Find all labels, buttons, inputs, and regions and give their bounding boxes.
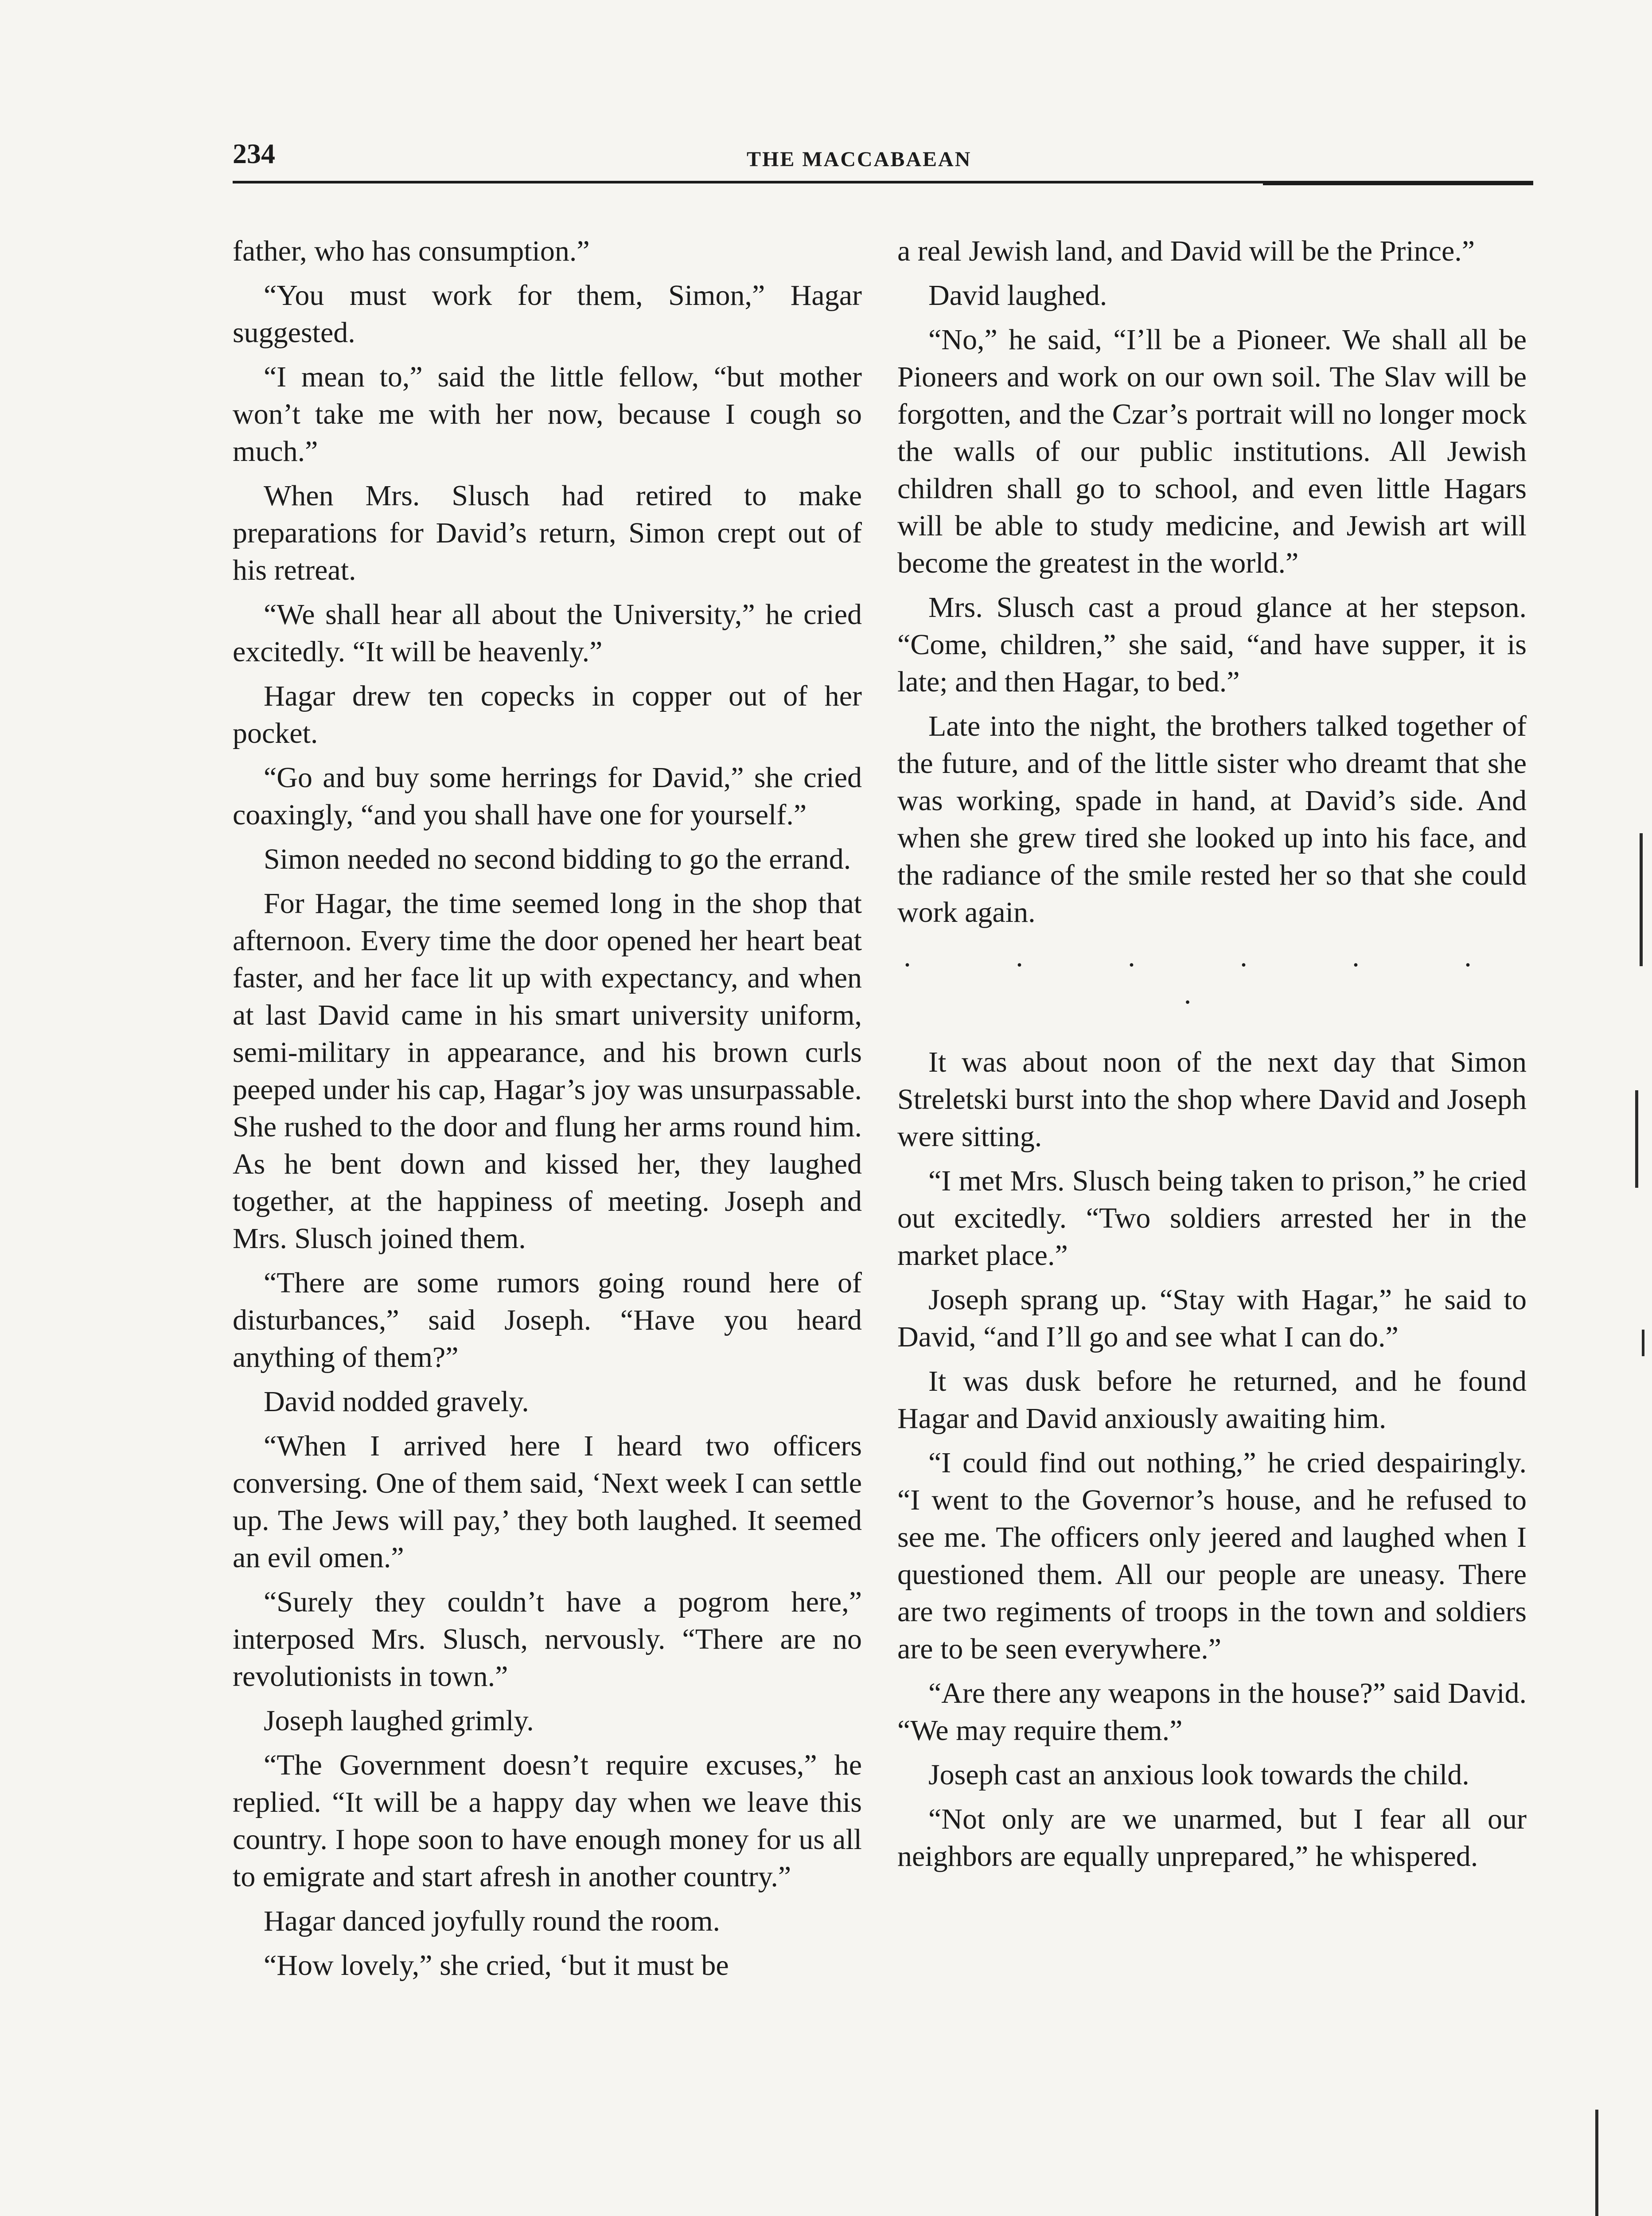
paragraph: “Surely they couldn’t have a pogrom here,” interposed Mrs. Slusch, nervously. “There are no revolutionists in town.” [233, 1586, 862, 1693]
paragraph: “The Government doesn’t require excuses,” he replied. “It will be a happy day when we leave this country. I hope soon to have enough money for us all to emigrate and start afresh in another country.” [233, 1749, 862, 1893]
paragraph: “You must work for them, Simon,” Hagar suggested. [233, 279, 862, 349]
paragraph: “I mean to,” said the little fellow, “but mother won’t take me with her now, because I cough so much.” [233, 361, 862, 468]
paragraph: “I could find out nothing,” he cried despairingly. “I went to the Governor’s house, and he refused to see me. The officers only jeered and laughed when I questioned them. All our people are uneasy. There are two regiments of troops in the town and soldiers are to be seen everywhere.” [897, 1447, 1527, 1665]
paragraph: Joseph sprang up. “Stay with Hagar,” he said to David, “and I’ll go and see what I can do.” [897, 1284, 1527, 1353]
paragraph: a real Jewish land, and David will be the Prince.” [897, 235, 1475, 267]
right-column [897, 233, 1527, 1882]
running-head: THE MACCABAEAN [747, 148, 972, 171]
margin-mark [1635, 1090, 1638, 1188]
paragraph: For Hagar, the time seemed long in the shop that afternoon. Every time the door opened her heart beat faster, and her face lit up with expectancy, and when at last David came in his smart university uniform, semi-military in appearance, and his brown curls peeped under his cap, Hagar’s joy was unsurpassable. She rushed to the door and flung her arms round him. As he bent down and kissed her, they laughed together, at the happiness of meeting. Joseph and Mrs. Slusch joined them. [233, 887, 862, 1255]
paragraph: Simon needed no second bidding to go the errand. [264, 843, 851, 875]
header-rule-secondary [1263, 183, 1533, 185]
paragraph: It was dusk before he returned, and he found Hagar and David anxiously awaiting him. [897, 1365, 1527, 1435]
paragraph: Mrs. Slusch cast a proud glance at her stepson. “Come, children,” she said, “and have supper, it is late; and then Hagar, to bed.” [897, 591, 1527, 698]
page-header [233, 137, 1533, 186]
margin-mark [1595, 2110, 1598, 2216]
page-number: 234 [233, 138, 275, 169]
paragraph: “Not only are we unarmed, but I fear all our neighbors are equally unprepared,” he whispered. [897, 1803, 1527, 1873]
paragraph: “No,” he said, “I’ll be a Pioneer. We shall all be Pioneers and work on our own soil. The Slav will be forgotten, and the Czar’s portrait will no longer mock the walls of our public institutions. All Jewish children shall go to school, and even little Hagars will be able to study medicine, and Jewish art will become the greatest in the world.” [897, 324, 1527, 579]
paragraph: “There are some rumors going round here of disturbances,” said Joseph. “Have you heard anything of them?” [233, 1267, 862, 1373]
paragraph: David nodded gravely. [264, 1385, 529, 1418]
paragraph: “When I arrived here I heard two officers conversing. One of them said, ‘Next week I can settle up. The Jews will pay,’ they both laughed. It seemed an evil omen.” [233, 1430, 862, 1574]
paragraph: “Are there any weapons in the house?” said David. “We may require them.” [897, 1677, 1527, 1747]
paragraph: Hagar danced joyfully round the room. [264, 1905, 721, 1937]
paragraph: It was about noon of the next day that Simon Streletski burst into the shop where David and Joseph were sitting. [897, 1046, 1527, 1153]
left-column [233, 233, 862, 1991]
paragraph: “Go and buy some herrings for David,” she cried coaxingly, “and you shall have one for yourself.” [233, 761, 862, 831]
paragraph: “We shall hear all about the University,” he cried excitedly. “It will be heavenly.” [233, 598, 862, 668]
paragraph: Joseph cast an anxious look towards the child. [928, 1759, 1469, 1791]
margin-mark [1640, 833, 1643, 966]
paragraph: Joseph laughed grimly. [264, 1705, 534, 1737]
paragraph: Hagar drew ten copecks in copper out of her pocket. [233, 680, 862, 749]
paragraph: father, who has consumption.” [233, 235, 590, 267]
paragraph: David laughed. [928, 279, 1107, 312]
paragraph: “How lovely,” she cried, ‘but it must be [264, 1949, 729, 1982]
paragraph: When Mrs. Slusch had retired to make preparations for David’s return, Simon crept out of his retreat. [233, 480, 862, 586]
margin-mark [1642, 1330, 1644, 1356]
paragraph: “I met Mrs. Slusch being taken to prison,” he cried out excitedly. “Two soldiers arrested her in the market place.” [897, 1165, 1527, 1272]
paragraph: Late into the night, the brothers talked together of the future, and of the little sister who dreamt that she was working, spade in hand, at David’s side. And when she grew tired she looked up into his face, and the radiance of the smile rested her so that she could work again. [897, 710, 1527, 929]
section-break: . . . . . . . [904, 940, 1520, 1010]
